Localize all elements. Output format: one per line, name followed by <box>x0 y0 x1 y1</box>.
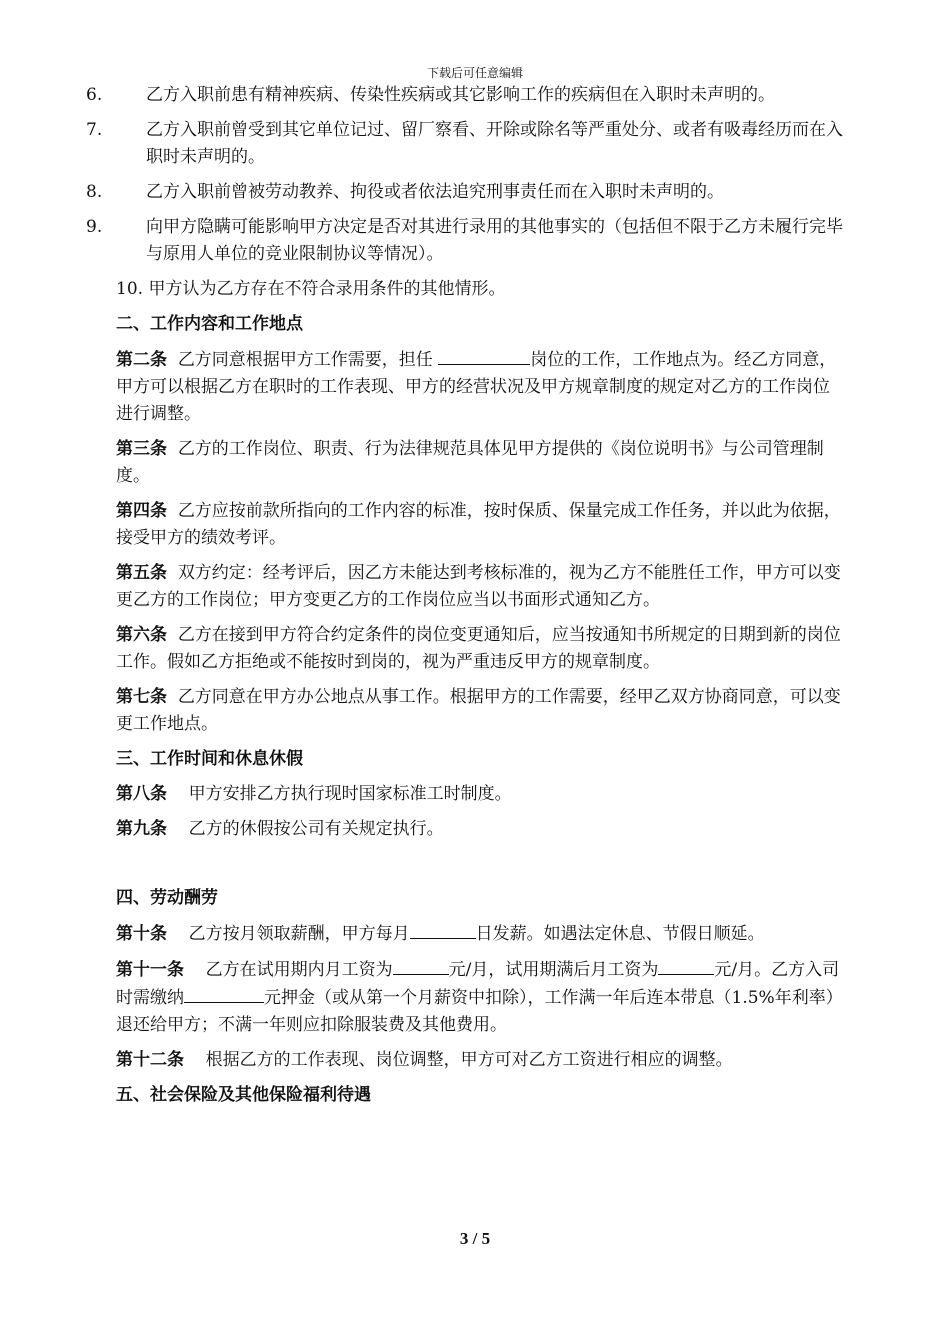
item-number: 7. <box>86 120 103 140</box>
article-text: 乙方按月领取薪酬，甲方每月 <box>188 924 410 944</box>
spacer <box>116 851 846 885</box>
item-text: 乙方入职前患有精神疾病、传染性疾病或其它影响工作的疾病但在入职时未声明的。 <box>146 85 775 105</box>
item-number: 6. <box>86 85 103 105</box>
article-8 <box>116 781 846 808</box>
article-label: 第十二条 <box>116 1050 184 1070</box>
article-label: 第七条 <box>116 687 167 707</box>
article-text: 乙方的工作岗位、职责、行为法律规范具体见甲方提供的《岗位说明书》与公司管理制度。 <box>116 439 824 486</box>
article-label: 第四条 <box>116 501 167 521</box>
article-text: 元押金（或从第一个月薪资中扣除），工作满一年后连本带息（1.5%年利率）退还给甲方；不满一年则应扣除服装费及其他费用。 <box>116 988 843 1035</box>
section-heading: 三、工作时间和休息休假 <box>116 749 303 769</box>
list-item <box>116 276 846 303</box>
fill-blank[interactable] <box>410 920 476 939</box>
list-item <box>86 214 846 268</box>
article-5 <box>116 560 846 614</box>
item-text: 向甲方隐瞒可能影响甲方决定是否对其进行录用的其他事实的（包括但不限于乙方未履行完毕与原用人单位的竞业限制协议等情况）。 <box>146 217 843 264</box>
article-6 <box>116 622 846 676</box>
article-text: 根据乙方的工作表现、岗位调整，甲方可对乙方工资进行相应的调整。 <box>205 1050 733 1070</box>
item-number: 9. <box>86 217 103 237</box>
section-heading: 五、社会保险及其他保险福利待遇 <box>116 1085 371 1105</box>
article-text: 元/月，试用期满后月工资为 <box>448 960 659 980</box>
article-12 <box>116 1047 846 1074</box>
article-text: 岗位的工作，工作地点为。经乙方同意，甲方可以根据乙方在职时的工作表现、甲方的经营状况及甲方规章制度的规定对乙方的工作岗位进行调整。 <box>116 350 837 424</box>
article-label: 第五条 <box>116 563 167 583</box>
list-item <box>86 179 846 206</box>
article-4 <box>116 498 846 552</box>
article-label: 第八条 <box>116 784 167 804</box>
item-text: 乙方入职前曾受到其它单位记过、留厂察看、开除或除名等严重处分、或者有吸毒经历而在入职时未声明的。 <box>146 120 843 167</box>
article-text: 乙方同意在甲方办公地点从事工作。根据甲方的工作需要，经甲乙双方协商同意，可以变更工作地点。 <box>116 687 841 734</box>
article-10 <box>116 920 846 948</box>
article-text: 乙方应按前款所指向的工作内容的标准，按时保质、保量完成工作任务，并以此为依据，接受甲方的绩效考评。 <box>116 501 841 548</box>
article-text: 乙方的休假按公司有关规定执行。 <box>188 819 444 839</box>
article-text: 元/月。乙方入司时需缴纳 <box>116 960 840 1008</box>
fill-blank[interactable] <box>184 984 264 1003</box>
item-number: 10. <box>116 279 144 299</box>
item-text: 甲方认为乙方存在不符合录用条件的其他情形。 <box>148 279 506 299</box>
item-number: 8. <box>86 182 103 202</box>
article-text: 乙方在接到甲方符合约定条件的岗位变更通知后，应当按通知书所规定的日期到新的岗位工作。假如乙方拒绝或不能按时到岗的，视为严重违反甲方的规章制度。 <box>116 625 841 672</box>
section-heading: 二、工作内容和工作地点 <box>116 314 303 334</box>
article-label: 第三条 <box>116 439 167 459</box>
article-label: 第九条 <box>116 819 167 839</box>
fill-blank[interactable] <box>393 956 449 975</box>
page-header: 下载后可任意编辑 <box>426 66 523 80</box>
article-label: 第十一条 <box>116 960 184 980</box>
article-3 <box>116 436 846 490</box>
article-text: 乙方同意根据甲方工作需要，担任 <box>177 350 433 370</box>
page-number: 3 / 5 <box>459 1229 491 1248</box>
article-2 <box>116 346 846 428</box>
list-item <box>86 117 846 171</box>
article-7 <box>116 684 846 738</box>
article-label: 第二条 <box>116 350 167 370</box>
article-text: 双方约定：经考评后，因乙方未能达到考核标准的，视为乙方不能胜任工作，甲方可以变更乙方的工作岗位；甲方变更乙方的工作岗位应当以书面形式通知乙方。 <box>116 563 841 610</box>
article-label: 第六条 <box>116 625 167 645</box>
item-text: 乙方入职前曾被劳动教养、拘役或者依法追究刑事责任而在入职时未声明的。 <box>146 182 724 202</box>
article-11 <box>116 956 846 1039</box>
article-text: 乙方在试用期内月工资为 <box>205 960 393 980</box>
section-heading: 四、劳动酬劳 <box>116 888 218 908</box>
document-body <box>86 82 846 1117</box>
article-9 <box>116 816 846 843</box>
article-text: 日发薪。如遇法定休息、节假日顺延。 <box>475 924 765 944</box>
list-item <box>86 82 846 109</box>
article-text: 甲方安排乙方执行现时国家标准工时制度。 <box>188 784 512 804</box>
fill-blank[interactable] <box>658 956 714 975</box>
fill-blank[interactable] <box>438 346 530 365</box>
article-label: 第十条 <box>116 924 167 944</box>
